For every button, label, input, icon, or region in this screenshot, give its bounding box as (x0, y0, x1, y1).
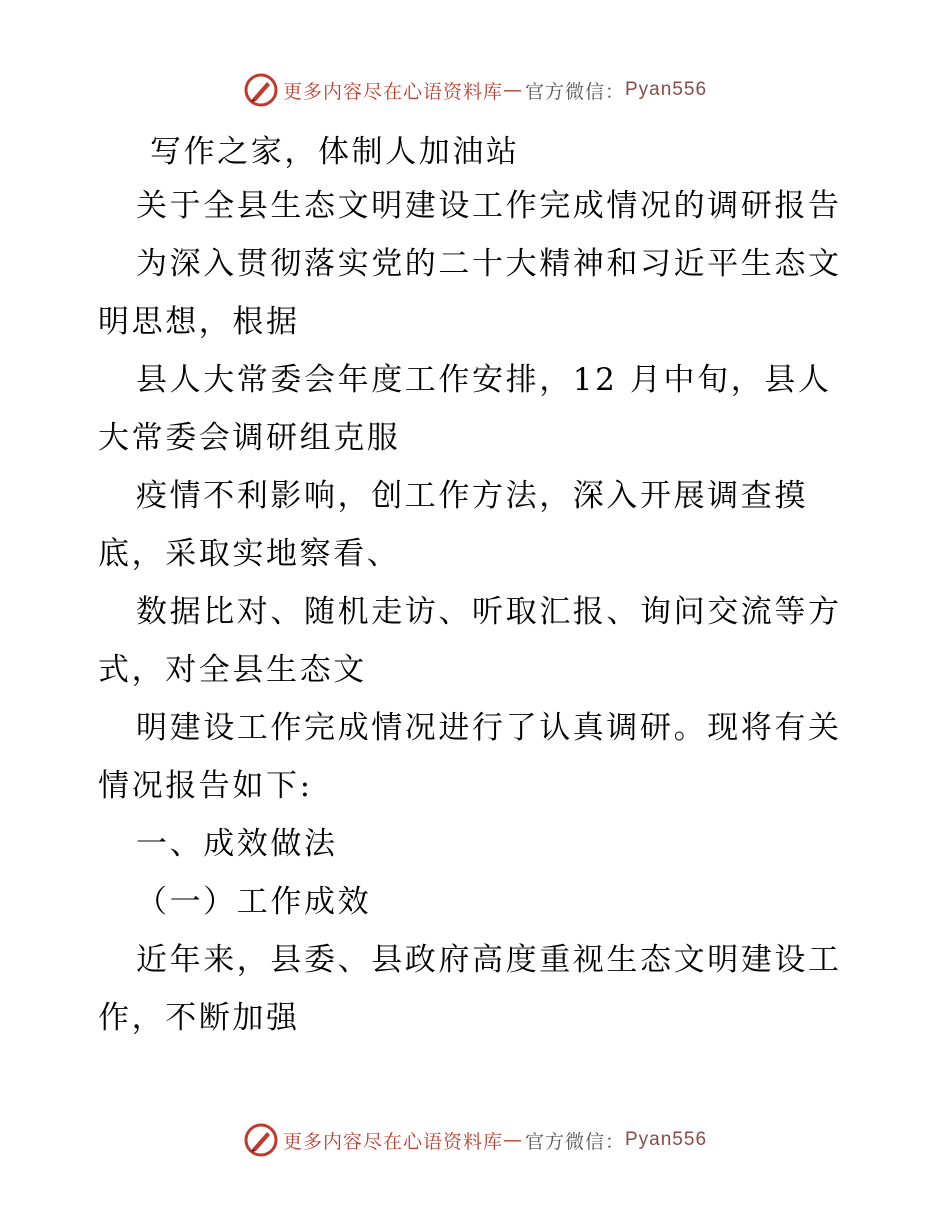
paragraph-line: 明建设工作完成情况进行了认真调研。现将有关 (136, 710, 842, 746)
paragraph-line: 情况报告如下: (98, 768, 313, 804)
subsection-heading: （一）工作成效 (136, 884, 372, 920)
watermark-banner-top (0, 68, 950, 112)
watermark-wechat-label: 官方微信： (524, 1130, 625, 1153)
paragraph-line: 底，采取实地察看、 (98, 536, 401, 572)
paragraph-line: 式，对全县生态文 (98, 652, 367, 688)
watermark-dash: — (502, 1129, 523, 1151)
watermark-wechat-label: 官方微信： (524, 80, 625, 103)
watermark-wechat-id: Pyan556 (625, 79, 708, 100)
watermark-wechat-id: Pyan556 (625, 1129, 708, 1150)
paragraph-line: 为深入贯彻落实党的二十大精神和习近平生态文 (136, 246, 842, 282)
paragraph-line: 明思想，根据 (98, 304, 300, 340)
paragraph-line: 作，不断加强 (98, 1000, 300, 1036)
watermark-banner-bottom (0, 1118, 950, 1162)
watermark-dash: — (502, 79, 523, 101)
section-heading: 一、成效做法 (136, 826, 338, 862)
pen-logo-icon (243, 72, 279, 108)
pen-logo-icon (243, 1122, 279, 1158)
paragraph-line: 县人大常委会年度工作安排，12 月中旬，县人 (136, 362, 832, 398)
watermark-brand-text: 更多内容尽在心语资料库 (282, 1130, 503, 1153)
paragraph-line: 近年来，县委、县政府高度重视生态文明建设工 (136, 942, 842, 978)
document-title: 关于全县生态文明建设工作完成情况的调研报告 (136, 188, 842, 224)
paragraph-line: 大常委会调研组克服 (98, 420, 401, 456)
watermark-brand-text: 更多内容尽在心语资料库 (282, 80, 503, 103)
paragraph-line: 疫情不利影响，创工作方法，深入开展调查摸 (136, 478, 808, 514)
document-heading-line: 写作之家，体制人加油站 (150, 134, 520, 170)
paragraph-line: 数据比对、随机走访、听取汇报、询问交流等方 (136, 594, 842, 630)
